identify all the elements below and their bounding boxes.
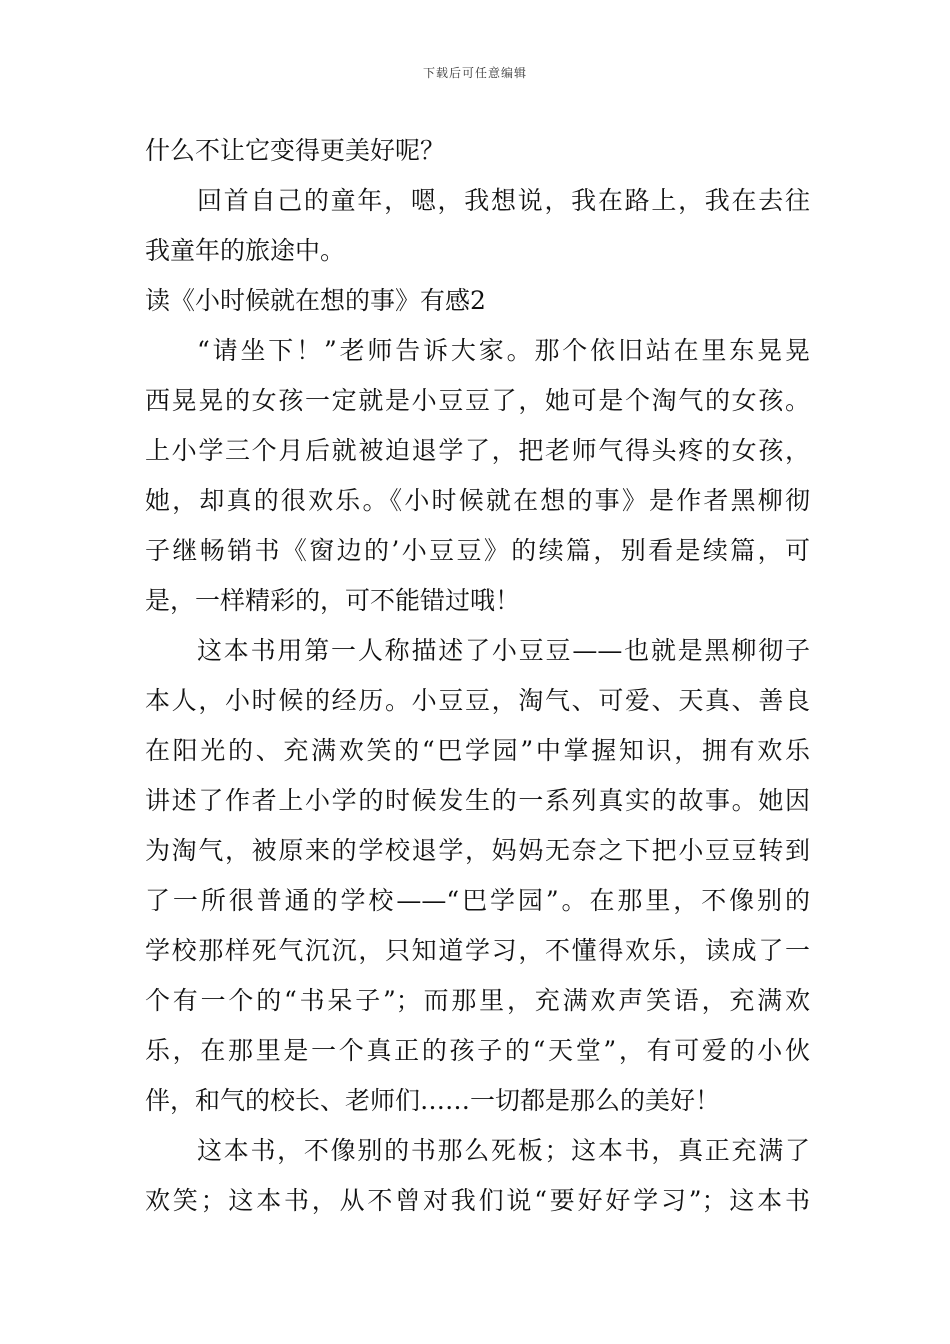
text-line: 乐，在那里是一个真正的孩子的“天堂”，有可爱的小伙 <box>145 1036 810 1065</box>
text-line: 是，一样精彩的，可不能错过哦！ <box>145 586 521 615</box>
section-title: 读《小时候就在想的事》有感2 <box>145 286 486 315</box>
text-line: 上小学三个月后就被迫退学了，把老师气得头疼的女孩， <box>145 436 810 465</box>
text-line: 欢笑；这本书，从不曾对我们说“要好好学习”；这本书 <box>145 1186 810 1215</box>
text-line: 了一所很普通的学校——“巴学园”。在那里，不像别的 <box>145 886 810 915</box>
text-line: 为淘气，被原来的学校退学，妈妈无奈之下把小豆豆转到 <box>145 836 810 865</box>
text-line: “请坐下！”老师告诉大家。那个依旧站在里东晃晃 <box>197 336 810 365</box>
text-line: 这本书用第一人称描述了小豆豆——也就是黑柳彻子 <box>197 636 810 665</box>
text-line: 在阳光的、充满欢笑的“巴学园”中掌握知识，拥有欢乐 <box>145 736 810 765</box>
document-body <box>145 126 810 1226</box>
text-line: 回首自己的童年，嗯，我想说，我在路上，我在去往 <box>197 186 810 215</box>
text-line: 我童年的旅途中。 <box>145 236 346 265</box>
text-line: 什么不让它变得更美好呢？ <box>145 136 446 165</box>
text-line: 个有一个的“书呆子”；而那里，充满欢声笑语，充满欢 <box>145 986 810 1015</box>
text-line: 她，却真的很欢乐。《小时候就在想的事》是作者黑柳彻 <box>145 486 810 515</box>
text-line: 学校那样死气沉沉，只知道学习，不懂得欢乐，读成了一 <box>145 936 810 965</box>
text-line: 讲述了作者上小学的时候发生的一系列真实的故事。她因 <box>145 786 810 815</box>
text-line: 本人，小时候的经历。小豆豆，淘气、可爱、天真、善良 <box>145 686 810 715</box>
text-line: 西晃晃的女孩一定就是小豆豆了，她可是个淘气的女孩。 <box>145 386 810 415</box>
text-line: 伴，和气的校长、老师们……一切都是那么的美好！ <box>145 1086 721 1115</box>
text-line: 子继畅销书《窗边的’小豆豆》的续篇，别看是续篇，可 <box>145 536 810 565</box>
text-line: 这本书，不像别的书那么死板；这本书，真正充满了 <box>197 1136 810 1165</box>
page-header-note: 下载后可任意编辑 <box>422 66 527 80</box>
